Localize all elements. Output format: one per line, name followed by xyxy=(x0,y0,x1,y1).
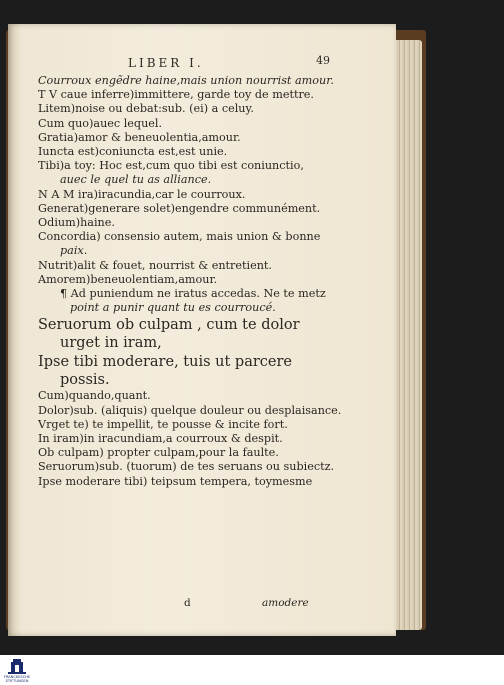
text-line: ¶ Ad puniendum ne iratus accedas. Ne te metz xyxy=(60,287,326,301)
text-line: Concordia) consensio autem, mais union & bonne xyxy=(38,230,321,244)
text-line: Ob culpam) propter culpam,pour la faulte. xyxy=(38,446,279,460)
verse-line: urget in iram, xyxy=(60,335,162,352)
text-line: Tibi)a toy: Hoc est,cum quo tibi est coniunctio, xyxy=(38,159,304,173)
verse-line: possis. xyxy=(60,372,110,389)
text-line: Litem)noise ou debat:sub. (ei) a celuy. xyxy=(38,102,254,116)
text-line: N A M ira)iracundia,car le courroux. xyxy=(38,187,246,201)
page-edges xyxy=(392,40,422,630)
text-line: Cum)quando,quant. xyxy=(38,389,151,403)
text-line: Seruorum)sub. (tuorum) de tes seruans ou subiectz. xyxy=(38,460,335,474)
text-line: In iram)in iracundiam,a courroux & despit. xyxy=(38,432,283,446)
signature-mark: d xyxy=(184,597,191,609)
text-line: Gratia)amor & beneuolentia,amour. xyxy=(38,130,241,144)
text-line: Courroux engẽdre haine,mais union nourrist amour. xyxy=(38,74,334,87)
verse-line: Seruorum ob culpam , cum te dolor xyxy=(38,317,300,334)
text-line: point a punir quant tu es courroucé. xyxy=(70,301,276,315)
running-head: LIBER I. xyxy=(128,56,204,70)
text-line: Iuncta est)coniuncta est,est unie. xyxy=(38,145,228,159)
verse-line: Ipse tibi moderare, tuis ut parcere xyxy=(38,354,292,371)
footer-bar xyxy=(0,655,504,685)
text-line: auec le quel tu as alliance. xyxy=(60,173,212,187)
text-line: T V caue inferre)immittere, garde toy de mettre. xyxy=(38,88,314,102)
catchword: amodere xyxy=(262,597,309,609)
text-line: paix. xyxy=(60,244,88,258)
logo-label: FRANCKESCHE STIFTUNGEN xyxy=(3,675,31,683)
text-line: Dolor)sub. (aliquis) quelque douleur ou desplaisance. xyxy=(38,403,342,417)
text-line: Odium)haine. xyxy=(38,216,115,230)
page-number: 49 xyxy=(316,54,330,67)
text-line: Ipse moderare tibi) teipsum tempera, toymesme xyxy=(38,474,313,488)
text-line: Generat)generare solet)engendre communément. xyxy=(38,201,321,215)
book-page xyxy=(8,24,396,636)
text-line: Cum quo)auec lequel. xyxy=(38,116,163,130)
text-line: Nutrit)alit & fouet, nourrist & entretient. xyxy=(38,258,272,272)
text-block xyxy=(38,74,342,489)
text-line: Vrget te) te impellit, te pousse & incite fort. xyxy=(38,417,288,431)
text-line: Amorem)beneuolentiam,amour. xyxy=(38,272,218,286)
